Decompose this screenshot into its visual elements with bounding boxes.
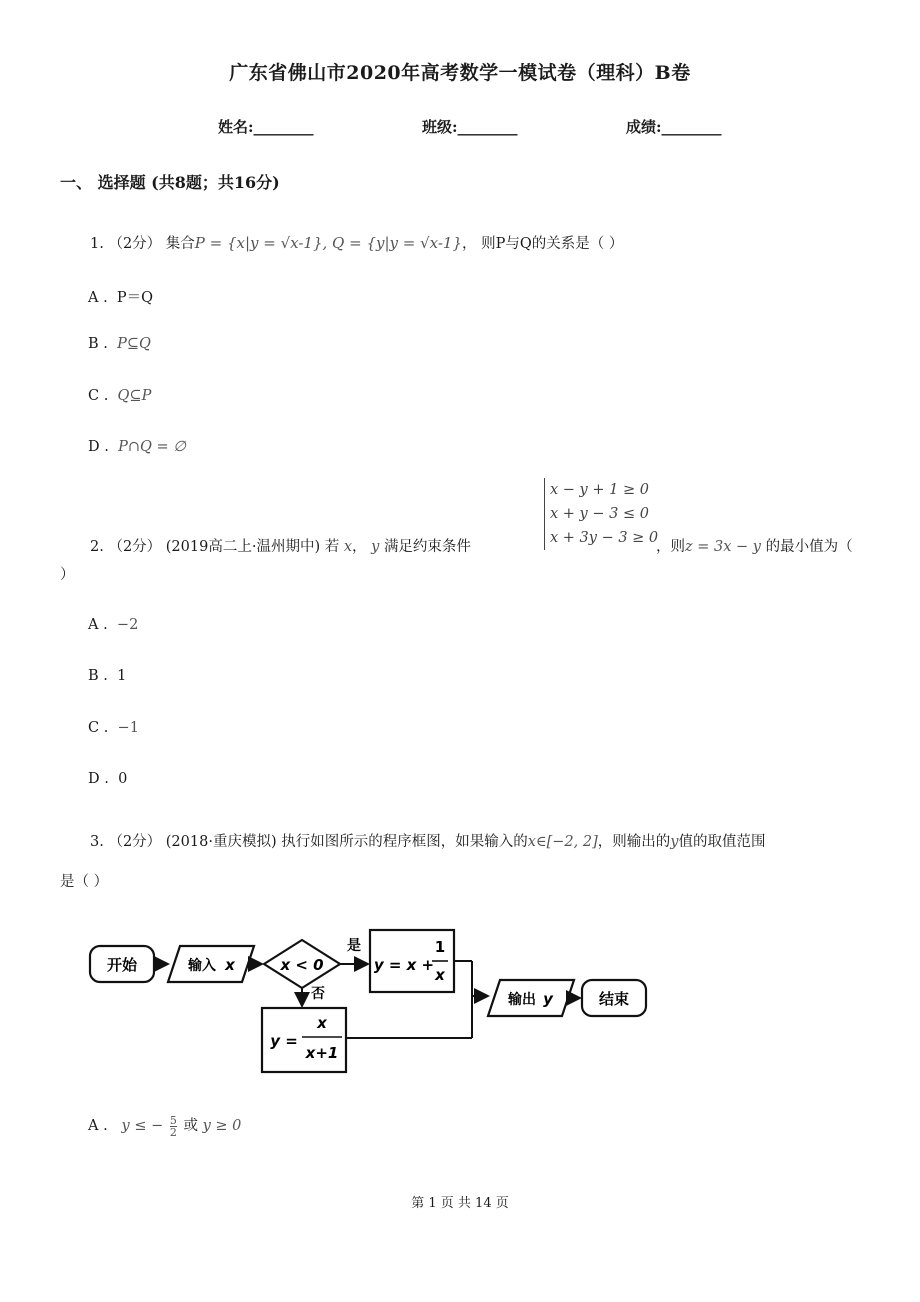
page-footer: 第 1 页 共 14 页 [411, 1196, 509, 1211]
svg-text:x+1: x+1 [305, 1044, 339, 1062]
q1-option-d: D . P∩Q = ∅ [88, 439, 186, 455]
q1-option-b: B . P⊆Q [88, 336, 151, 352]
q2-option-a: A . −2 [88, 617, 139, 633]
flowchart-output-label: 输出 [508, 992, 536, 1008]
page-title: 广东省佛山市2020年高考数学一模试卷（理科）B卷 [229, 62, 691, 84]
q1-suffix: ， 则P与Q的关系是（ ） [462, 236, 624, 252]
q2-continuation: ，则z = 3x − y 的最小值为（ [656, 539, 853, 555]
svg-text:x: x [317, 1014, 327, 1032]
score-field: 成绩:________ [626, 118, 722, 136]
section-heading: 一、 选择题 (共8题；共16分) [60, 173, 280, 192]
q1-option-a: A . P＝Q [88, 290, 154, 306]
q2-option-c: C . −1 [88, 720, 139, 736]
q3-option-a-fraction: $\frac{5}{2}$ [169, 1113, 177, 1139]
flowchart-yes-label: 是 [347, 938, 361, 954]
flowchart-condition: x < 0 [280, 956, 324, 974]
q3-option-a: A . y ≤ − $\frac{5}{2}$ 或 y ≥ 0 [88, 1113, 242, 1139]
flowchart-input-var: x [225, 956, 235, 974]
svg-text:1: 1 [434, 938, 446, 956]
flowchart-start-label: 开始 [106, 956, 138, 974]
class-field: 班级:________ [422, 118, 518, 136]
q2-option-d: D . 0 [88, 771, 128, 787]
flowchart-no-formula: y = [270, 1032, 298, 1050]
flowchart-output-var: y [543, 990, 553, 1008]
q2-option-b: B . 1 [88, 668, 127, 684]
svg-text:x: x [435, 966, 445, 984]
flowchart-input-label: 输入 [188, 958, 216, 974]
q1-option-c: C . Q⊆P [88, 388, 152, 404]
flowchart-no-label: 否 [311, 986, 325, 1002]
name-field: 姓名:________ [218, 118, 314, 136]
q1-formula: P = {x|y = √x-1}, Q = {y|y = √x-1} [194, 234, 463, 252]
constraint-system: x − y + 1 ≥ 0 x + y − 3 ≤ 0 x + 3y − 3 ≥ 0 [544, 478, 658, 550]
question-1 [90, 232, 623, 253]
q2-close: ） [60, 567, 75, 583]
flowchart-end-label: 结束 [598, 990, 630, 1008]
q3-line2: 是（ ） [60, 874, 109, 890]
q1-prefix: 1. （2分） 集合 [90, 236, 195, 252]
flowchart [80, 920, 670, 1080]
flowchart-yes-formula: y = x + [373, 956, 435, 974]
question-3: 3. （2分） (2018·重庆模拟) 执行如图所示的程序框图，如果输入的x∈[−2, 2]，则输出的y值的取值范围 [90, 834, 766, 850]
question-2: 2. （2分） (2019高二上·温州期中) 若 x， y 满足约束条件 [90, 539, 471, 555]
